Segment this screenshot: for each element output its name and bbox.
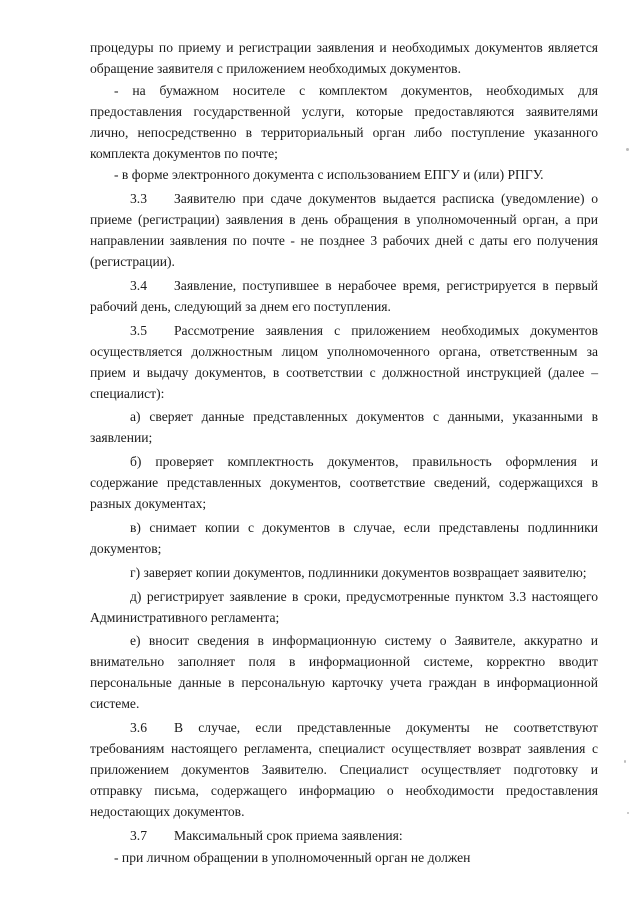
- paragraph-3-6: 3.6 В случае, если представленные документы не соответствуют требованиям настоящего регламента, специалист осуществляет возврат заявления с приложением документов Заявителю. Специалист осуществляет подготовку и отправку письма, содержащего информацию о необходимости предоставления недостающих документов.: [90, 720, 598, 819]
- list-item-d: д) регистрирует заявление в сроки, предусмотренные пунктом 3.3 настоящего Административного регламента;: [90, 588, 598, 625]
- scan-speck: [626, 148, 629, 151]
- list-item-a: а) сверяет данные представленных документов с данными, указанными в заявлении;: [90, 409, 598, 446]
- clause-number: 3.5: [130, 322, 147, 338]
- paragraph-paper-submission: - на бумажном носителе с комплектом документов, необходимых для предоставления государственной услуги, которые предоставляются заявителями лично, непосредственно в территориальный орган либо поступление указанного комплекта документов по почте;: [90, 82, 598, 161]
- clause-number: 3.6: [130, 720, 147, 736]
- clause-number: 3.7: [130, 827, 147, 843]
- clause-number: 3.3: [130, 191, 147, 207]
- paragraph-3-4: 3.4 Заявление, поступившее в нерабочее время, регистрируется в первый рабочий день, следующий за днем его поступления.: [90, 277, 598, 314]
- list-item-g: г) заверяет копии документов, подлинники документов возвращает заявителю;: [130, 564, 587, 580]
- scan-speck: [627, 812, 629, 814]
- clause-number: 3.4: [130, 277, 147, 293]
- list-item-e: е) вносит сведения в информационную систему о Заявителе, аккуратно и внимательно заполняет поля в информационной системе, корректно вводит персональные данные в персональную карточку учета граждан в информационной системе.: [90, 633, 598, 712]
- document-page: [90, 38, 598, 868]
- paragraph-3-7: 3.7 Максимальный срок приема заявления:: [90, 826, 598, 847]
- list-item-b: б) проверяет комплектность документов, правильность оформления и содержание представленных документов, соответствие сведений, содержащихся в разных документах;: [90, 454, 598, 512]
- paragraph-personal-visit: - при личном обращении в уполномоченный орган не должен: [114, 849, 471, 865]
- list-item-v: в) снимает копии с документов в случае, если представлены подлинники документов;: [90, 519, 598, 556]
- scan-speck: [624, 760, 626, 763]
- paragraph-procedure-basis: процедуры по приему и регистрации заявления и необходимых документов является обращение заявителя с приложением необходимых документов.: [90, 40, 598, 76]
- paragraph-3-3: 3.3 Заявителю при сдаче документов выдается расписка (уведомление) о приеме (регистрации) заявления в день обращения в уполномоченный орган, а при направлении заявления по почте - не позднее 3 рабочих дней с даты его получения (регистрации).: [90, 191, 598, 270]
- paragraph-electronic-submission: - в форме электронного документа с использованием ЕПГУ и (или) РПГУ.: [114, 167, 544, 183]
- paragraph-3-5: 3.5 Рассмотрение заявления с приложением необходимых документов осуществляется должностным лицом уполномоченного органа, ответственным за прием и выдачу документов, в соответствии с должностной инструкцией (далее – специалист):: [90, 322, 598, 401]
